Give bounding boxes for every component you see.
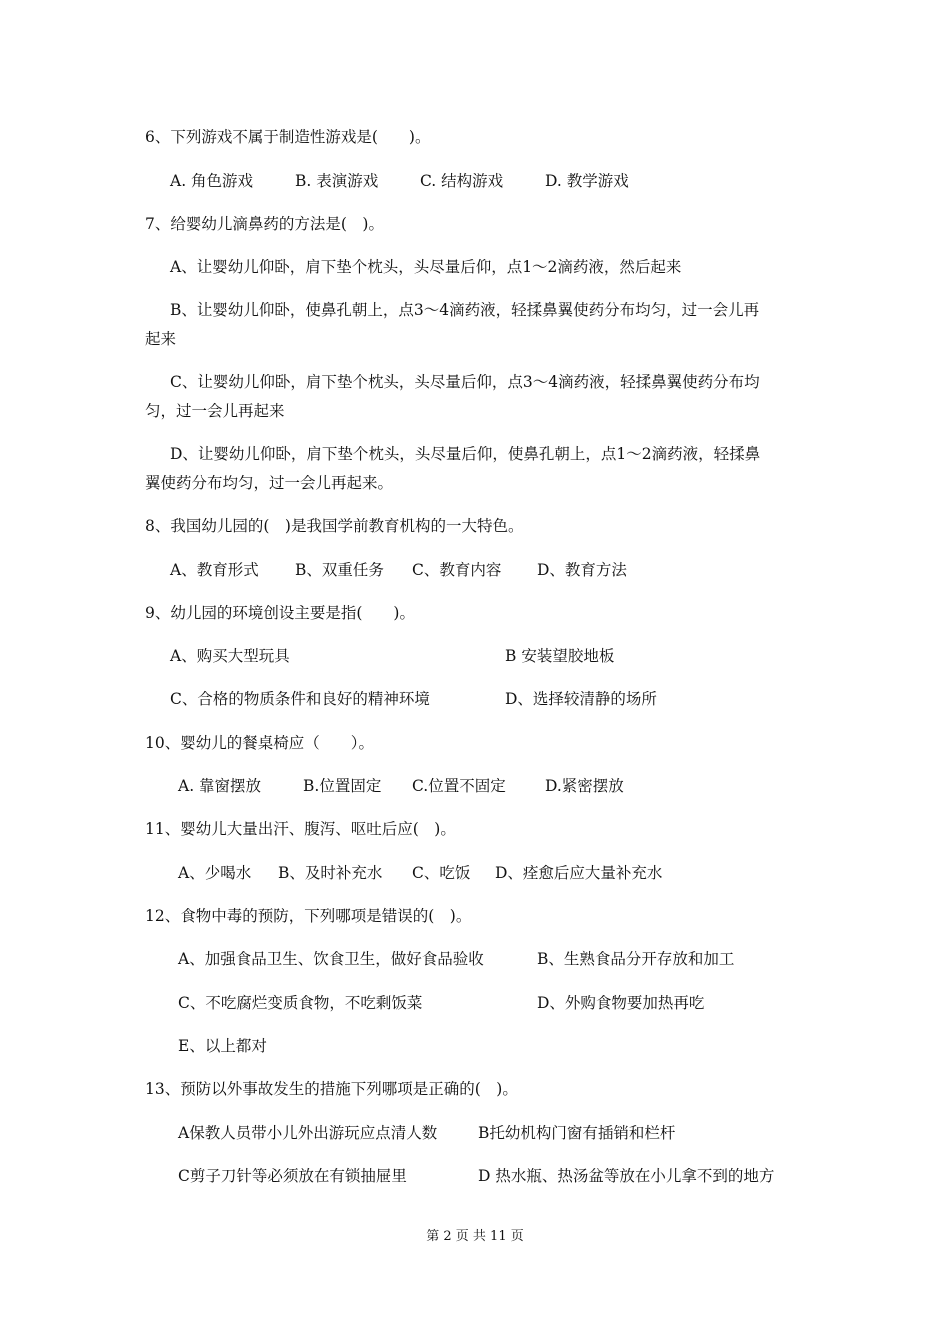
q7-option-c-line2: 匀，过一会儿再起来 bbox=[145, 402, 285, 420]
q8-option-a: A、教育形式 bbox=[170, 561, 259, 579]
question-12: 12、食物中毒的预防，下列哪项是错误的( )。 bbox=[145, 907, 472, 925]
q11-option-d: D、痊愈后应大量补充水 bbox=[495, 864, 663, 882]
q11-option-c: C、吃饭 bbox=[412, 864, 471, 882]
question-13: 13、预防以外事故发生的措施下列哪项是正确的( )。 bbox=[145, 1080, 518, 1098]
q9-option-c: C、合格的物质条件和良好的精神环境 bbox=[170, 690, 430, 708]
q12-option-a: A、加强食品卫生、饮食卫生，做好食品验收 bbox=[178, 950, 484, 968]
q10-option-c: C.位置不固定 bbox=[412, 777, 506, 795]
q9-option-b: B 安装望胶地板 bbox=[505, 647, 615, 665]
q11-option-b: B、及时补充水 bbox=[278, 864, 383, 882]
q10-option-a: A. 靠窗摆放 bbox=[178, 777, 262, 795]
q10-option-d: D.紧密摆放 bbox=[545, 777, 624, 795]
q6-option-d: D. 教学游戏 bbox=[545, 172, 629, 190]
q11-option-a: A、少喝水 bbox=[178, 864, 252, 882]
q6-option-a: A. 角色游戏 bbox=[170, 172, 254, 190]
q13-option-a: A保教人员带小儿外出游玩应点清人数 bbox=[178, 1124, 438, 1142]
q6-option-c: C. 结构游戏 bbox=[420, 172, 504, 190]
page-footer: 第 2 页 共 11 页 bbox=[426, 1229, 524, 1244]
q13-option-b: B托幼机构门窗有插销和栏杆 bbox=[478, 1124, 676, 1142]
q8-option-b: B、双重任务 bbox=[295, 561, 384, 579]
q7-option-a: A、让婴幼儿仰卧，肩下垫个枕头，头尽量后仰，点1～2滴药液，然后起来 bbox=[170, 258, 682, 276]
question-11: 11、婴幼儿大量出汗、腹泻、呕吐后应( )。 bbox=[145, 820, 456, 838]
q12-option-b: B、生熟食品分开存放和加工 bbox=[537, 950, 735, 968]
q12-option-e: E、以上都对 bbox=[178, 1037, 267, 1055]
question-10: 10、婴幼儿的餐桌椅应（ ）。 bbox=[145, 734, 374, 752]
q13-option-c: C剪子刀针等必须放在有锁抽屉里 bbox=[178, 1167, 407, 1185]
q12-option-d: D、外购食物要加热再吃 bbox=[537, 994, 705, 1012]
q8-option-c: C、教育内容 bbox=[412, 561, 502, 579]
q6-option-b: B. 表演游戏 bbox=[295, 172, 379, 190]
q9-option-d: D、选择较清静的场所 bbox=[505, 690, 657, 708]
q12-option-c: C、不吃腐烂变质食物，不吃剩饭菜 bbox=[178, 994, 423, 1012]
q9-option-a: A、购买大型玩具 bbox=[170, 647, 290, 665]
q7-option-d-line2: 翼使药分布均匀，过一会儿再起来。 bbox=[145, 474, 394, 492]
q10-option-b: B.位置固定 bbox=[303, 777, 382, 795]
q8-option-d: D、教育方法 bbox=[537, 561, 627, 579]
q7-option-b-line1: B、让婴幼儿仰卧，使鼻孔朝上，点3～4滴药液，轻揉鼻翼使药分布均匀，过一会儿再 bbox=[170, 301, 760, 319]
question-8: 8、我国幼儿园的( )是我国学前教育机构的一大特色。 bbox=[145, 517, 524, 535]
q7-option-d-line1: D、让婴幼儿仰卧，肩下垫个枕头，头尽量后仰，使鼻孔朝上，点1～2滴药液，轻揉鼻 bbox=[170, 445, 761, 463]
q13-option-d: D 热水瓶、热汤盆等放在小儿拿不到的地方 bbox=[478, 1167, 775, 1185]
question-6: 6、下列游戏不属于制造性游戏是( )。 bbox=[145, 128, 431, 146]
question-9: 9、幼儿园的环境创设主要是指( )。 bbox=[145, 604, 415, 622]
q7-option-c-line1: C、让婴幼儿仰卧，肩下垫个枕头，头尽量后仰，点3～4滴药液，轻揉鼻翼使药分布均 bbox=[170, 373, 760, 391]
q7-option-b-line2: 起来 bbox=[145, 330, 177, 348]
question-7: 7、给婴幼儿滴鼻药的方法是( )。 bbox=[145, 215, 384, 233]
